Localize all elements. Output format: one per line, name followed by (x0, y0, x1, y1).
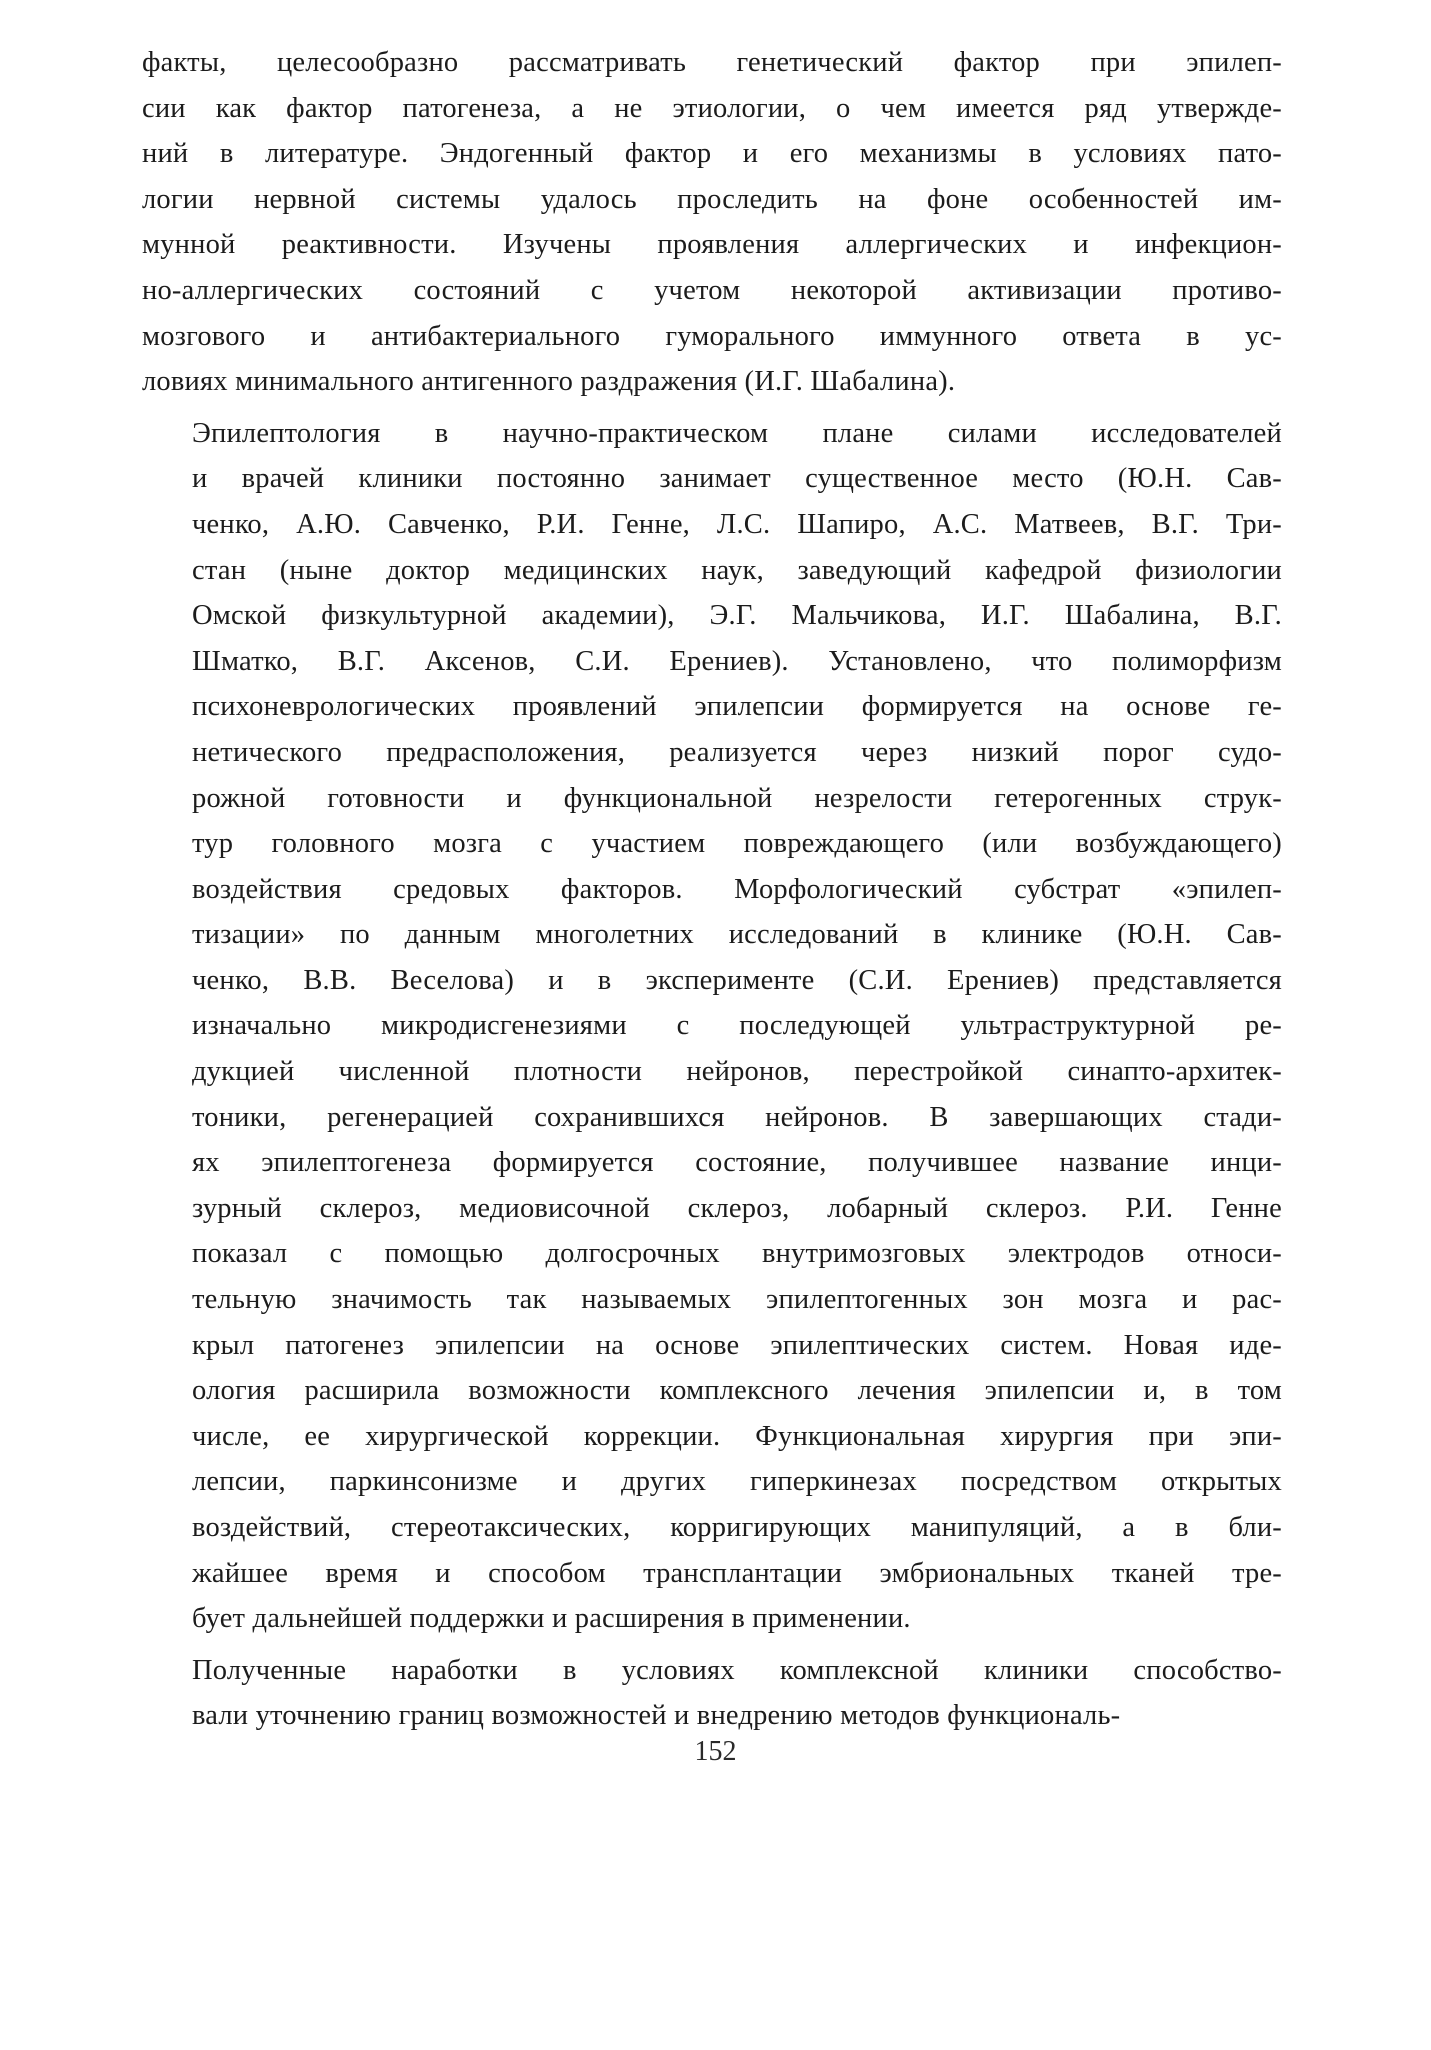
text-line: но-аллергических состояний с учетом некоторой активизации противо- (142, 274, 1282, 306)
text-line: тизации» по данным многолетних исследований в клинике (Ю.Н. Сав- (192, 919, 1282, 951)
text-line: зурный склероз, медиовисочной склероз, лобарный склероз. Р.И. Генне (192, 1192, 1282, 1224)
text-line: тур головного мозга с участием повреждающего (или возбуждающего) (192, 828, 1282, 860)
text-line: воздействий, стереотаксических, корригирующих манипуляций, а в бли- (192, 1512, 1282, 1543)
text-line: ловиях минимального антигенного раздражения (И.Г. Шабалина). (142, 366, 956, 398)
text-line: факты, целесообразно рассматривать генетический фактор при эпилеп- (142, 47, 1282, 78)
text-line: сии как фактор патогенеза, а не этиологии, о чем имеется ряд утвержде- (142, 92, 1282, 124)
text-line: вали уточнению границ возможностей и внедрению методов функциональ- (192, 1700, 1121, 1732)
text-line: тельную значимость так называемых эпилептогенных зон мозга и рас- (192, 1284, 1282, 1316)
text-line: нетического предрасположения, реализуется через низкий порог судо- (192, 736, 1282, 768)
text-line: показал с помощью долгосрочных внутримозговых электродов относи- (192, 1238, 1282, 1270)
text-line: ях эпилептогенеза формируется состояние, получившее название инци- (192, 1147, 1282, 1179)
text-line: Омской физкультурной академии), Э.Г. Мальчикова, И.Г. Шабалина, В.Г. (192, 600, 1282, 632)
document-page (142, 40, 1282, 1739)
text-line: жайшее время и способом трансплантации эмбриональных тканей тре- (192, 1557, 1282, 1589)
text-line: и врачей клиники постоянно занимает существенное место (Ю.Н. Сав- (192, 463, 1282, 495)
text-line: Шматко, В.Г. Аксенов, С.И. Ерениев). Установлено, что полиморфизм (192, 645, 1282, 677)
text-line: изначально микродисгенезиями с последующей ультраструктурной ре- (192, 1010, 1282, 1042)
text-line: мунной реактивности. Изучены проявления аллергических и инфекцион- (142, 229, 1282, 261)
text-line: стан (ныне доктор медицинских наук, заведующий кафедрой физиологии (192, 554, 1282, 586)
paragraph-1 (142, 40, 1282, 405)
text-line: Полученные наработки в условиях комплексной клиники способство- (192, 1654, 1282, 1686)
text-line: воздействия средовых факторов. Морфологический субстрат «эпилеп- (192, 873, 1282, 905)
text-line: психоневрологических проявлений эпилепсии формируется на основе ге- (192, 691, 1282, 723)
text-line: ченко, В.В. Веселова) и в эксперименте (С.И. Ерениев) представляется (192, 964, 1282, 996)
text-line: числе, ее хирургической коррекции. Функциональная хирургия при эпи- (192, 1420, 1282, 1452)
text-line: лепсии, паркинсонизме и других гиперкинезах посредством открытых (192, 1466, 1282, 1498)
text-line: крыл патогенез эпилепсии на основе эпилептических систем. Новая иде- (192, 1329, 1282, 1361)
text-line: тоники, регенерацией сохранившихся нейронов. В завершающих стади- (192, 1101, 1282, 1133)
text-line: дукцией численной плотности нейронов, перестройкой синапто-архитек- (192, 1056, 1282, 1088)
text-line: ченко, А.Ю. Савченко, Р.И. Генне, Л.С. Шапиро, А.С. Матвеев, В.Г. Три- (192, 508, 1282, 540)
text-line: ология расширила возможности комплексного лечения эпилепсии и, в том (192, 1375, 1282, 1407)
text-line: ний в литературе. Эндогенный фактор и его механизмы в условиях пато- (142, 138, 1282, 170)
text-line: бует дальнейшей поддержки и расширения в применении. (192, 1603, 911, 1635)
text-line: логии нервной системы удалось проследить на фоне особенностей им- (142, 183, 1282, 215)
paragraph-2 (142, 411, 1282, 1642)
text-line: мозгового и антибактериального гуморального иммунного ответа в ус- (142, 320, 1282, 352)
text-line: Эпилептология в научно-практическом плане силами исследователей (192, 417, 1282, 449)
paragraph-3 (142, 1648, 1282, 1739)
text-line: рожной готовности и функциональной незрелости гетерогенных струк- (192, 782, 1282, 814)
page-number: 152 (694, 1736, 737, 1767)
